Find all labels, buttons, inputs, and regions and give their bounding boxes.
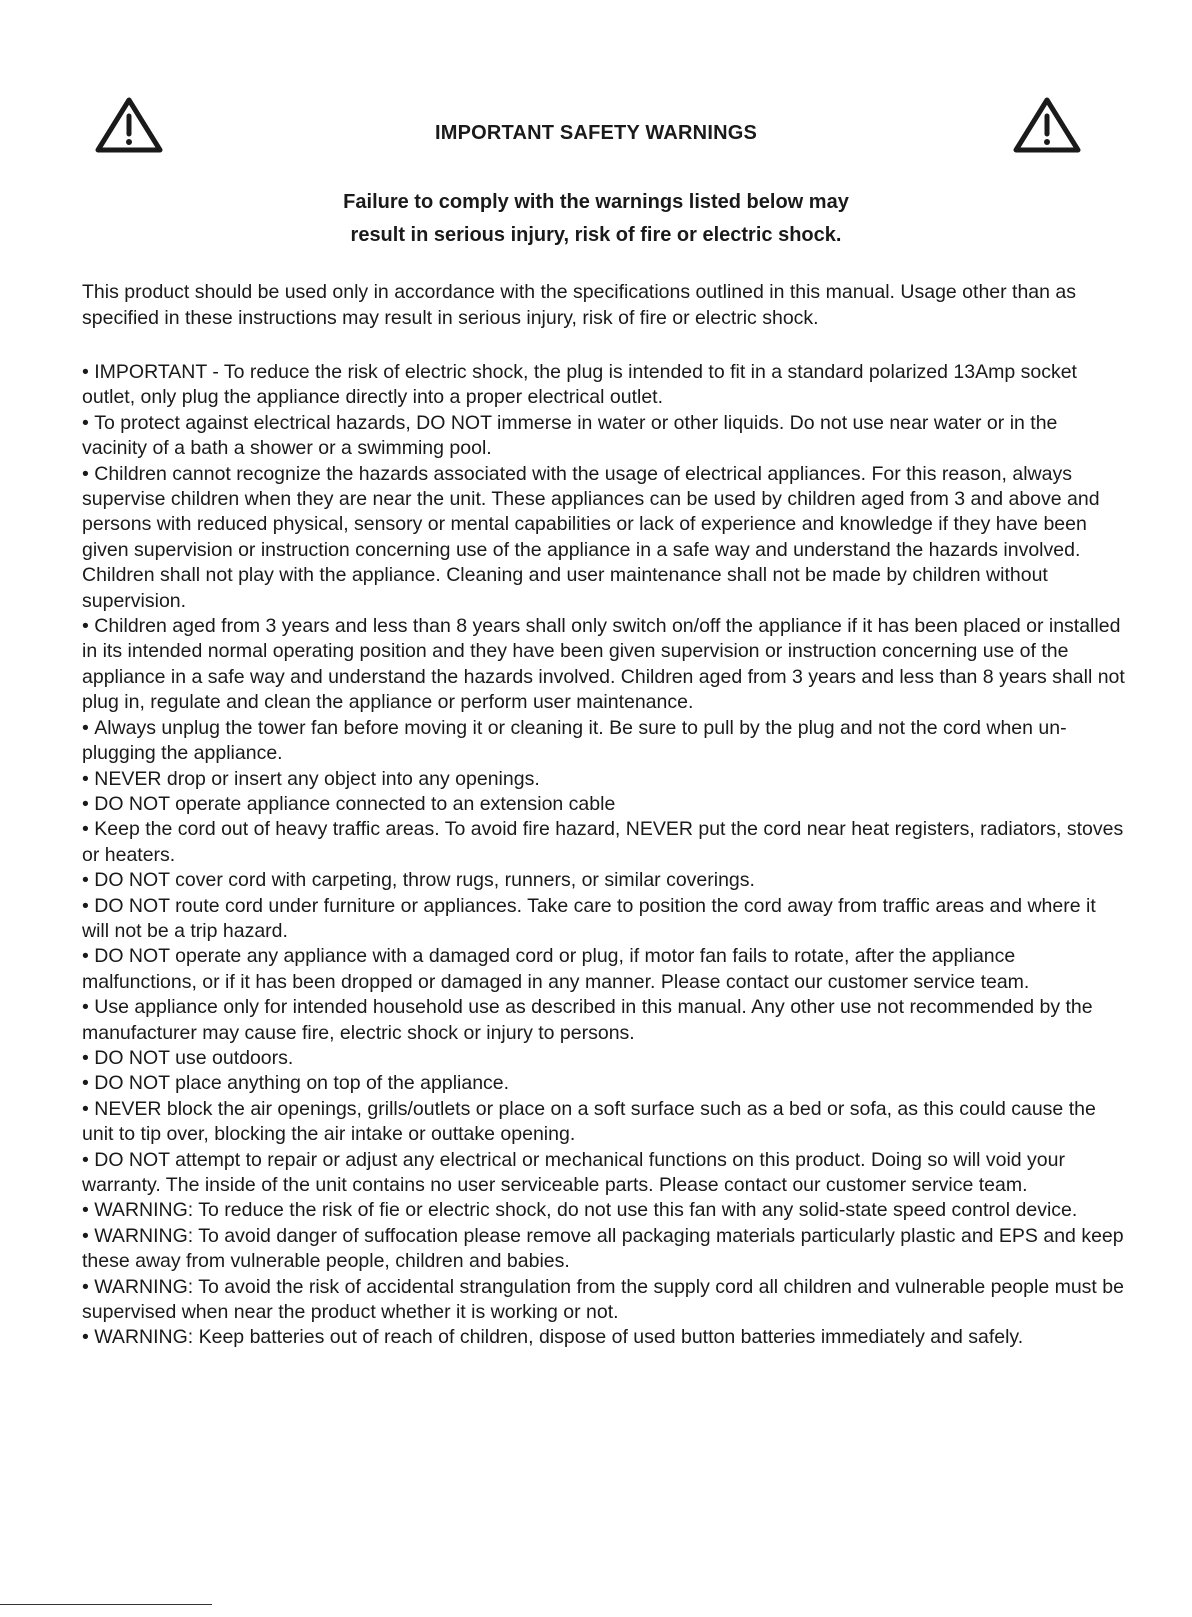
subtitle-line-1: Failure to comply with the warnings listed below may bbox=[343, 191, 849, 213]
warning-item: • NEVER block the air openings, grills/outlets or place on a soft surface such as a bed or sofa, as this could cause the unit to tip over, blocking the air intake or outtake opening. bbox=[82, 1097, 1127, 1148]
warning-item: • Use appliance only for intended household use as described in this manual. Any other use not recommended by the manufacturer may cause fire, electric shock or injury to persons. bbox=[82, 995, 1127, 1046]
page-title: IMPORTANT SAFETY WARNINGS bbox=[434, 122, 758, 144]
warning-item: • Keep the cord out of heavy traffic areas. To avoid fire hazard, NEVER put the cord near heat registers, radiators, stoves or heaters. bbox=[82, 817, 1127, 868]
subtitle-line-2: result in serious injury, risk of fire or electric shock. bbox=[350, 224, 842, 246]
warning-item: • Children cannot recognize the hazards associated with the usage of electrical appliances. For this reason, always supervise children when they are near the unit. These appliances can be used by children aged from 3 and above and persons with reduced physical, sensory or mental capabilities or lack of experience and knowledge if they have been given supervision or instruction concerning use of the appliance in a safe way and understand the hazards involved. Children shall not play with the appliance. Cleaning and user maintenance shall not be made by children without supervision. bbox=[82, 462, 1127, 614]
warning-item: • DO NOT route cord under furniture or appliances. Take care to position the cord away from traffic areas and where it will not be a trip hazard. bbox=[82, 894, 1127, 945]
warning-subtitle bbox=[0, 186, 1192, 252]
warning-item: • DO NOT operate any appliance with a damaged cord or plug, if motor fan fails to rotate, after the appliance malfunctions, or if it has been dropped or damaged in any manner. Please contact our customer service team. bbox=[82, 944, 1127, 995]
warning-item: • WARNING: To reduce the risk of fie or electric shock, do not use this fan with any solid-state speed control device. bbox=[82, 1198, 1127, 1223]
warning-item: • NEVER drop or insert any object into any openings. bbox=[82, 767, 1127, 792]
intro-paragraph: This product should be used only in accordance with the specifications outlined in this manual. Usage other than as specified in these instructions may result in serious injury, risk of fire or electric shock. bbox=[82, 281, 1077, 329]
warning-item: • Children aged from 3 years and less than 8 years shall only switch on/off the appliance if it has been placed or installed in its intended normal operating position and they have been given supervision or instruction concerning use of the appliance in a safe way and understand the hazards involved. Children aged from 3 years and less than 8 years shall not plug in, regulate and clean the appliance or perform user maintenance. bbox=[82, 614, 1127, 716]
warning-item: • WARNING: Keep batteries out of reach of children, dispose of used button batteries immediately and safely. bbox=[82, 1325, 1127, 1350]
warning-item: • IMPORTANT - To reduce the risk of electric shock, the plug is intended to fit in a standard polarized 13Amp socket outlet, only plug the appliance directly into a proper electrical outlet. bbox=[82, 360, 1127, 411]
warnings-list bbox=[82, 360, 1127, 1351]
warning-item: • DO NOT operate appliance connected to an extension cable bbox=[82, 792, 1127, 817]
warning-item: • To protect against electrical hazards, DO NOT immerse in water or other liquids. Do not use near water or in the vacinity of a bath a shower or a swimming pool. bbox=[82, 411, 1127, 462]
warning-item: • DO NOT use outdoors. bbox=[82, 1046, 1127, 1071]
warning-item: • WARNING: To avoid the risk of accidental strangulation from the supply cord all children and vulnerable people must be supervised when near the product whether it is working or not. bbox=[82, 1275, 1127, 1326]
warning-item: • DO NOT place anything on top of the appliance. bbox=[82, 1071, 1127, 1096]
warning-item: • DO NOT attempt to repair or adjust any electrical or mechanical functions on this product. Doing so will void your warranty. The inside of the unit contains no user serviceable parts. Please contact our customer service team. bbox=[82, 1148, 1127, 1199]
footer-rule bbox=[0, 1604, 212, 1605]
warning-item: • Always unplug the tower fan before moving it or cleaning it. Be sure to pull by the plug and not the cord when un-plugging the appliance. bbox=[82, 716, 1127, 767]
warning-item: • WARNING: To avoid danger of suffocation please remove all packaging materials particularly plastic and EPS and keep these away from vulnerable people, children and babies. bbox=[82, 1224, 1127, 1275]
warning-item: • DO NOT cover cord with carpeting, throw rugs, runners, or similar coverings. bbox=[82, 868, 1127, 893]
